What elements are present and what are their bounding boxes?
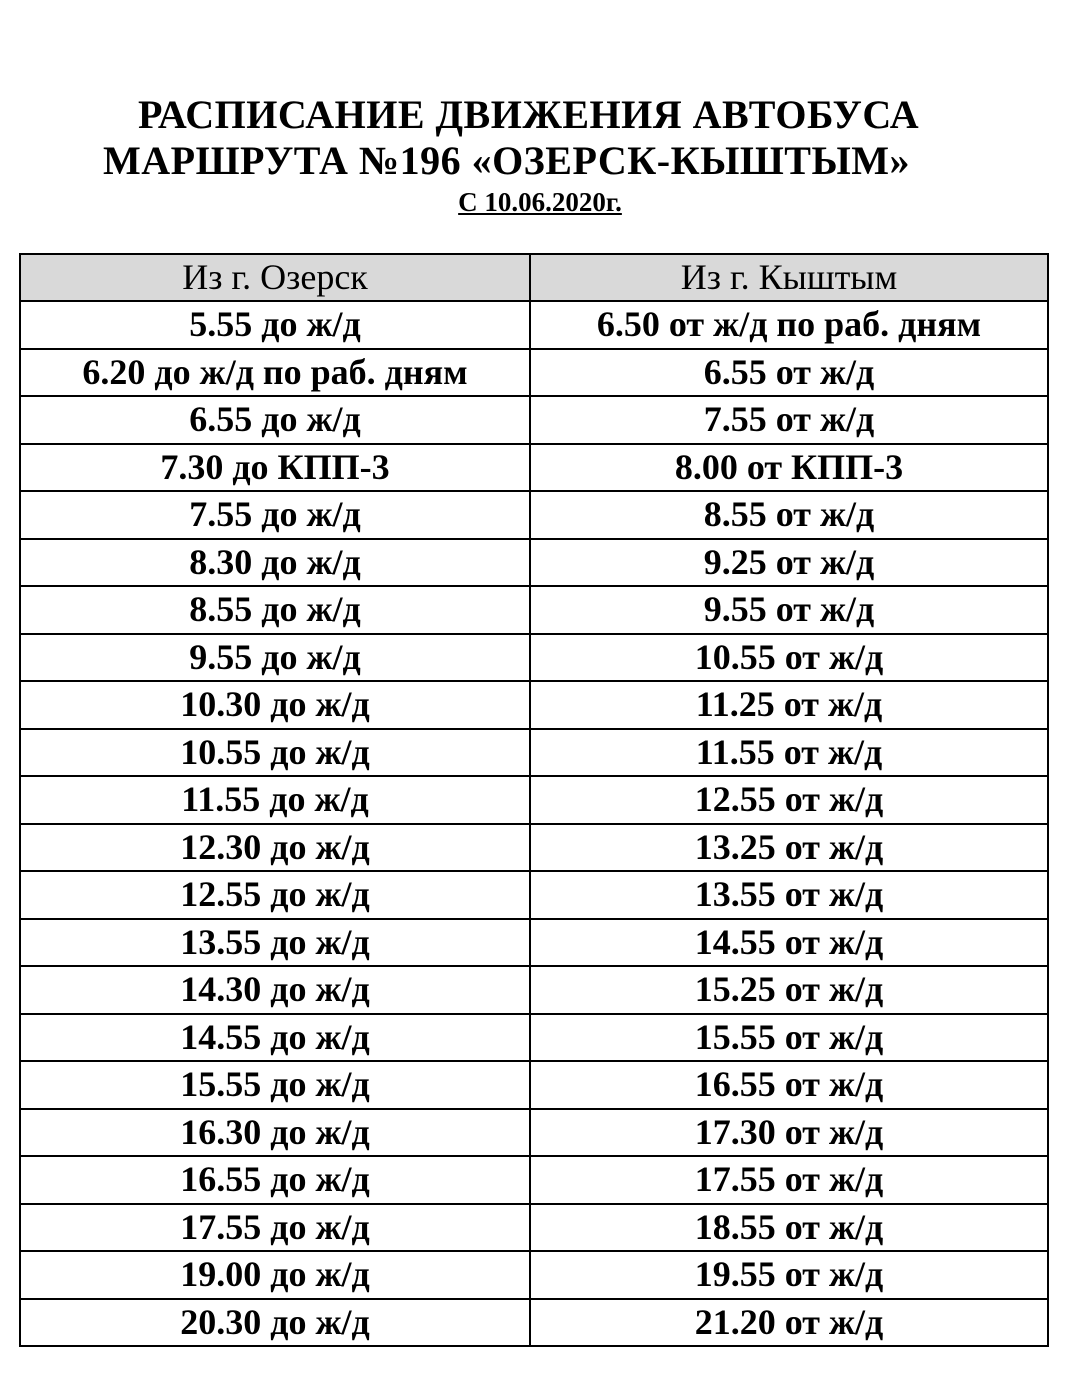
table-row bbox=[20, 1156, 1048, 1204]
departure-from-ozersk: 10.55 до ж/д bbox=[20, 729, 530, 777]
departure-from-kyshtym: 7.55 от ж/д bbox=[530, 396, 1048, 444]
departure-from-ozersk: 12.55 до ж/д bbox=[20, 871, 530, 919]
column-header-from-ozersk: Из г. Озерск bbox=[20, 254, 530, 301]
table-row bbox=[20, 349, 1048, 397]
departure-from-kyshtym: 15.55 от ж/д bbox=[530, 1014, 1048, 1062]
departure-from-ozersk: 19.00 до ж/д bbox=[20, 1251, 530, 1299]
page-title-line-2: МАРШРУТА №196 «ОЗЕРСК-КЫШТЫМ» bbox=[103, 138, 911, 183]
table-row bbox=[20, 301, 1048, 349]
departure-from-ozersk: 11.55 до ж/д bbox=[20, 776, 530, 824]
departure-from-ozersk: 14.55 до ж/д bbox=[20, 1014, 530, 1062]
departure-from-kyshtym: 9.25 от ж/д bbox=[530, 539, 1048, 587]
departure-from-ozersk: 6.20 до ж/д по раб. дням bbox=[20, 349, 530, 397]
table-row bbox=[20, 776, 1048, 824]
departure-from-ozersk: 16.55 до ж/д bbox=[20, 1156, 530, 1204]
departure-from-ozersk: 7.55 до ж/д bbox=[20, 491, 530, 539]
departure-from-kyshtym: 17.30 от ж/д bbox=[530, 1109, 1048, 1157]
table-row bbox=[20, 729, 1048, 777]
departure-from-ozersk: 12.30 до ж/д bbox=[20, 824, 530, 872]
table-header-row bbox=[20, 254, 1048, 301]
page-title-line-1: РАСПИСАНИЕ ДВИЖЕНИЯ АВТОБУСА bbox=[138, 92, 920, 137]
table-row bbox=[20, 1251, 1048, 1299]
departure-from-kyshtym: 10.55 от ж/д bbox=[530, 634, 1048, 682]
table-row bbox=[20, 539, 1048, 587]
table-row bbox=[20, 396, 1048, 444]
departure-from-ozersk: 14.30 до ж/д bbox=[20, 966, 530, 1014]
departure-from-kyshtym: 9.55 от ж/д bbox=[530, 586, 1048, 634]
table-row bbox=[20, 681, 1048, 729]
effective-date: С 10.06.2020г. bbox=[458, 187, 622, 217]
table-row bbox=[20, 444, 1048, 492]
departure-from-kyshtym: 6.50 от ж/д по раб. дням bbox=[530, 301, 1048, 349]
schedule-body bbox=[20, 301, 1048, 1346]
departure-from-ozersk: 8.55 до ж/д bbox=[20, 586, 530, 634]
departure-from-ozersk: 15.55 до ж/д bbox=[20, 1061, 530, 1109]
departure-from-kyshtym: 17.55 от ж/д bbox=[530, 1156, 1048, 1204]
departure-from-kyshtym: 19.55 от ж/д bbox=[530, 1251, 1048, 1299]
departure-from-kyshtym: 11.25 от ж/д bbox=[530, 681, 1048, 729]
departure-from-ozersk: 20.30 до ж/д bbox=[20, 1299, 530, 1347]
table-row bbox=[20, 919, 1048, 967]
table-row bbox=[20, 491, 1048, 539]
departure-from-kyshtym: 11.55 от ж/д bbox=[530, 729, 1048, 777]
departure-from-kyshtym: 8.55 от ж/д bbox=[530, 491, 1048, 539]
departure-from-kyshtym: 14.55 от ж/д bbox=[530, 919, 1048, 967]
table-row bbox=[20, 966, 1048, 1014]
table-row bbox=[20, 824, 1048, 872]
departure-from-kyshtym: 21.20 от ж/д bbox=[530, 1299, 1048, 1347]
departure-from-kyshtym: 15.25 от ж/д bbox=[530, 966, 1048, 1014]
departure-from-ozersk: 5.55 до ж/д bbox=[20, 301, 530, 349]
table-row bbox=[20, 1014, 1048, 1062]
departure-from-ozersk: 6.55 до ж/д bbox=[20, 396, 530, 444]
column-header-from-kyshtym: Из г. Кыштым bbox=[530, 254, 1048, 301]
departure-from-kyshtym: 13.25 от ж/д bbox=[530, 824, 1048, 872]
table-row bbox=[20, 871, 1048, 919]
table-row bbox=[20, 586, 1048, 634]
table-row bbox=[20, 1061, 1048, 1109]
table-row bbox=[20, 634, 1048, 682]
departure-from-kyshtym: 8.00 от КПП-3 bbox=[530, 444, 1048, 492]
departure-from-kyshtym: 18.55 от ж/д bbox=[530, 1204, 1048, 1252]
table-row bbox=[20, 1299, 1048, 1347]
departure-from-ozersk: 10.30 до ж/д bbox=[20, 681, 530, 729]
departure-from-ozersk: 8.30 до ж/д bbox=[20, 539, 530, 587]
departure-from-ozersk: 17.55 до ж/д bbox=[20, 1204, 530, 1252]
departure-from-kyshtym: 6.55 от ж/д bbox=[530, 349, 1048, 397]
departure-from-kyshtym: 16.55 от ж/д bbox=[530, 1061, 1048, 1109]
departure-from-kyshtym: 13.55 от ж/д bbox=[530, 871, 1048, 919]
departure-from-ozersk: 13.55 до ж/д bbox=[20, 919, 530, 967]
table-row bbox=[20, 1109, 1048, 1157]
departure-from-ozersk: 9.55 до ж/д bbox=[20, 634, 530, 682]
departure-from-ozersk: 7.30 до КПП-3 bbox=[20, 444, 530, 492]
departure-from-ozersk: 16.30 до ж/д bbox=[20, 1109, 530, 1157]
table-row bbox=[20, 1204, 1048, 1252]
schedule-table bbox=[19, 253, 1049, 1347]
departure-from-kyshtym: 12.55 от ж/д bbox=[530, 776, 1048, 824]
